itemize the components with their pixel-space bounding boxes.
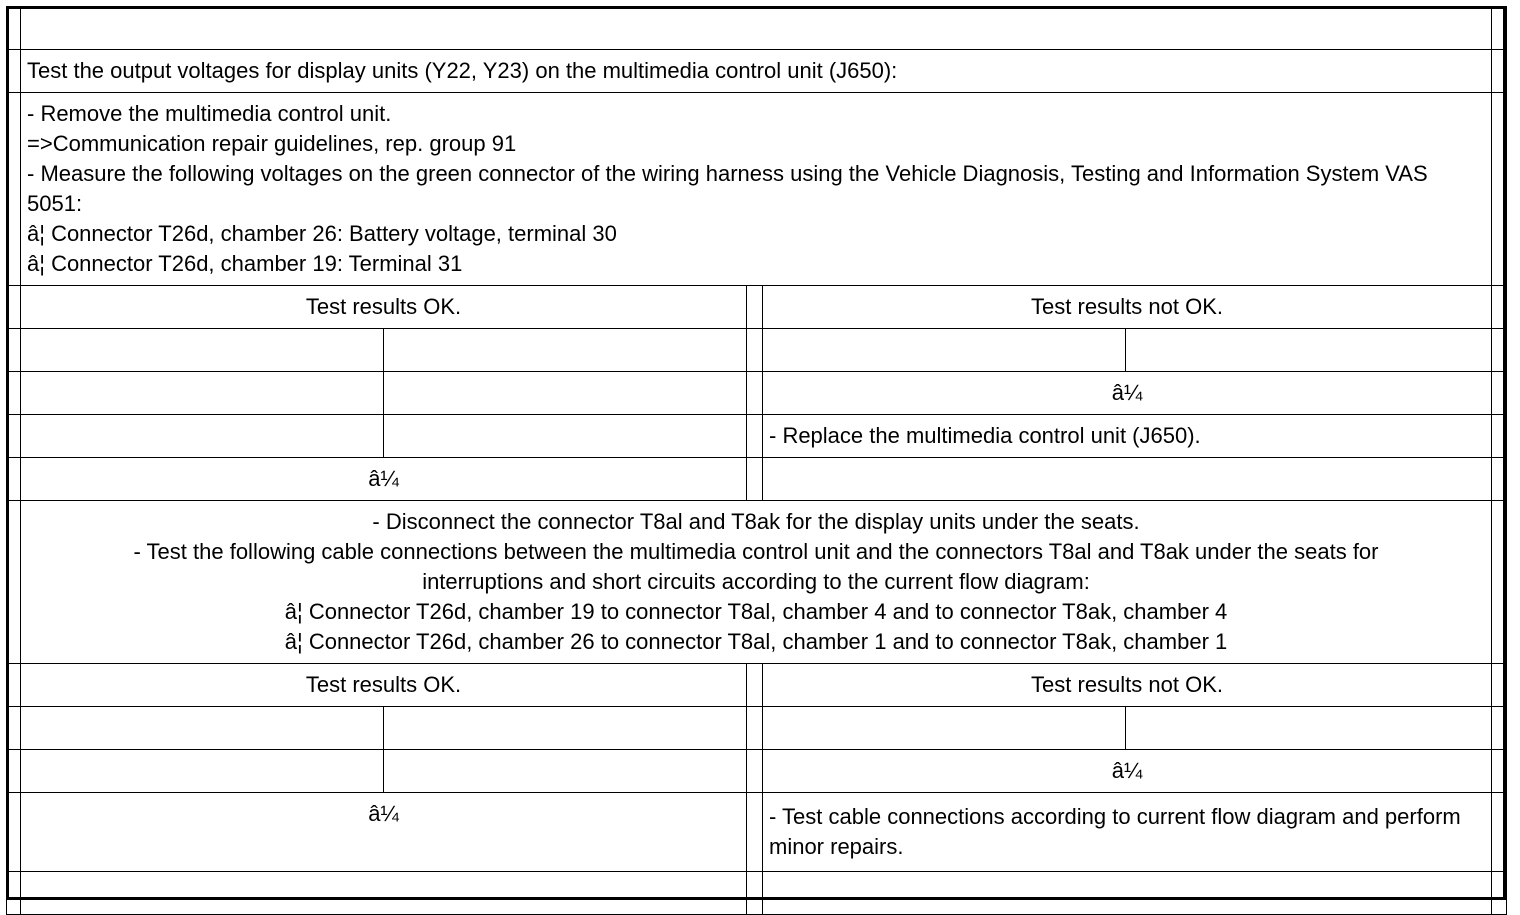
result1-not-ok-action: - Replace the multimedia control unit (J650). bbox=[763, 415, 1492, 458]
step2-line: - Test the following cable connections between the multimedia control unit and the connectors T8al and T8ak under the seats for bbox=[133, 539, 1379, 564]
step2-line: â¦ Connector T26d, chamber 26 to connector T8al, chamber 1 and to connector T8ak, chamber 1 bbox=[284, 629, 1228, 654]
result2-not-ok-label: Test results not OK. bbox=[763, 664, 1492, 707]
result1-ok-arrow: â¼ bbox=[21, 458, 747, 501]
step2-line: - Disconnect the connector T8al and T8ak for the display units under the seats. bbox=[372, 509, 1140, 534]
result1-not-ok-label: Test results not OK. bbox=[763, 286, 1492, 329]
test-heading: Test the output voltages for display units (Y22, Y23) on the multimedia control unit (J650): bbox=[21, 50, 1492, 93]
step1-line: - Remove the multimedia control unit. bbox=[27, 101, 392, 126]
result1-ok-label: Test results OK. bbox=[21, 286, 747, 329]
result2-ok-label: Test results OK. bbox=[21, 664, 747, 707]
step1-line: â¦ Connector T26d, chamber 26: Battery voltage, terminal 30 bbox=[27, 221, 617, 246]
step1-line: â¦ Connector T26d, chamber 19: Terminal 31 bbox=[27, 251, 463, 276]
step1-line: - Measure the following voltages on the green connector of the wiring harness using the Vehicle Diagnosis, Testing and Information System VAS 5051: bbox=[27, 161, 1428, 216]
step1-line: =>Communication repair guidelines, rep. group 91 bbox=[27, 131, 517, 156]
result2-not-ok-arrow: â¼ bbox=[763, 750, 1492, 793]
step2-line: interruptions and short circuits according to the current flow diagram: bbox=[422, 569, 1090, 594]
outer-frame bbox=[6, 6, 1506, 900]
result2-action-text: - Test cable connections according to current flow diagram and perform minor repairs. bbox=[769, 804, 1461, 859]
result1-not-ok-arrow: â¼ bbox=[763, 372, 1492, 415]
result2-ok-arrow: â¼ bbox=[21, 793, 747, 872]
step2-line: â¦ Connector T26d, chamber 19 to connector T8al, chamber 4 and to connector T8ak, chamber 4 bbox=[284, 599, 1228, 624]
